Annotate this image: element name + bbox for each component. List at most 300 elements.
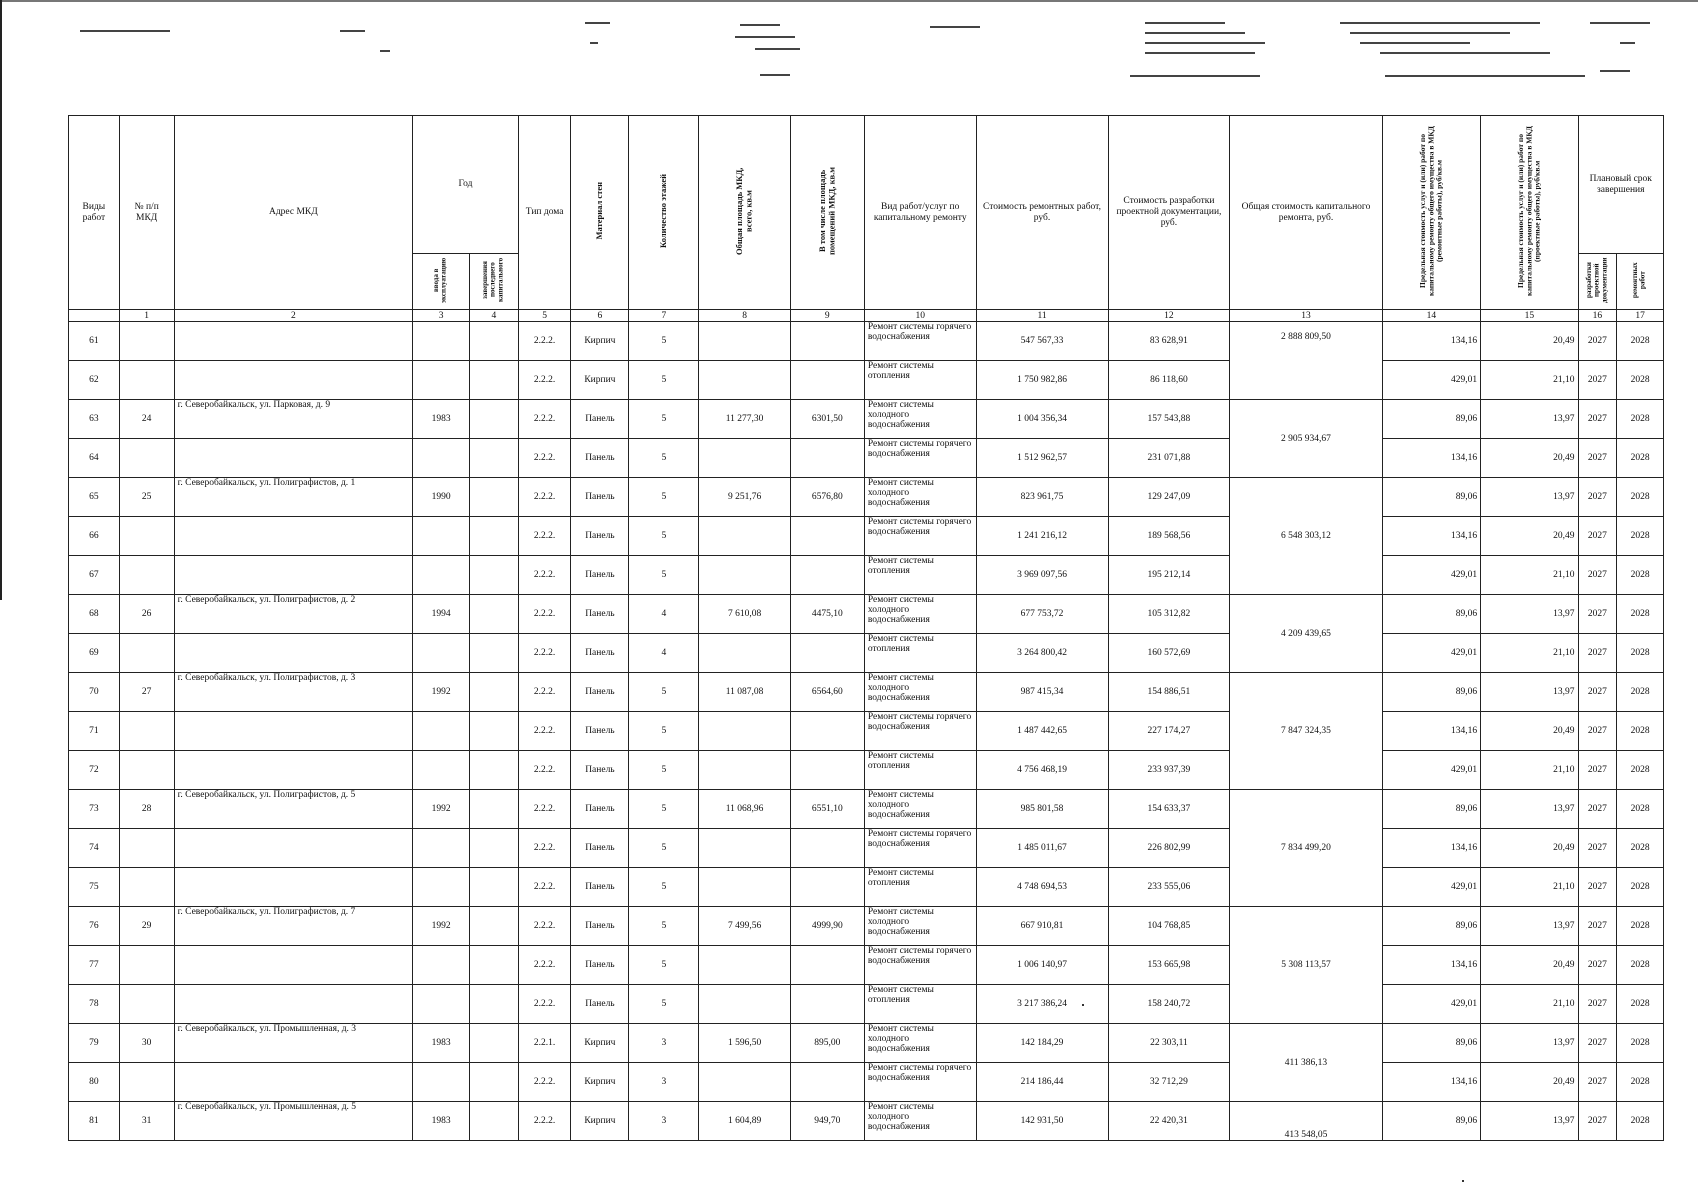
- row-number: 74: [69, 829, 120, 868]
- limit-cost-repair: 134,16: [1382, 946, 1480, 985]
- year-last-repair: [469, 517, 518, 556]
- mkd-number: [119, 712, 174, 751]
- work-kind: Ремонт системы отопления: [864, 556, 976, 595]
- mkd-number: 27: [119, 673, 174, 712]
- repair-works-year: 2028: [1617, 1102, 1664, 1141]
- limit-cost-project: 21,10: [1481, 751, 1578, 790]
- year-last-repair: [469, 712, 518, 751]
- limit-cost-project: 13,97: [1481, 673, 1578, 712]
- project-cost: 233 937,39: [1108, 751, 1230, 790]
- table-row: [69, 1063, 1664, 1102]
- col-number: 15: [1481, 310, 1578, 322]
- address: [174, 439, 413, 478]
- mkd-number: [119, 868, 174, 907]
- limit-cost-repair: 89,06: [1382, 595, 1480, 634]
- limit-cost-repair: 134,16: [1382, 322, 1480, 361]
- repair-cost: 987 415,34: [976, 673, 1108, 712]
- row-number: 63: [69, 400, 120, 439]
- premises-area: 895,00: [790, 1024, 864, 1063]
- floors: 3: [629, 1063, 699, 1102]
- year-last-repair: [469, 634, 518, 673]
- repair-works-year: 2028: [1617, 712, 1664, 751]
- work-kind: Ремонт системы отопления: [864, 634, 976, 673]
- repair-cost: 823 961,75: [976, 478, 1108, 517]
- wall-material: Панель: [571, 439, 629, 478]
- header-year-commissioning: ввода в эксплуатацию: [432, 256, 449, 303]
- year-commissioning: [413, 556, 470, 595]
- house-type: 2.2.2.: [518, 751, 571, 790]
- repair-cost: 4 756 468,19: [976, 751, 1108, 790]
- col-number: 4: [469, 310, 518, 322]
- house-type: 2.2.2.: [518, 829, 571, 868]
- premises-area: [790, 751, 864, 790]
- project-cost: 83 628,91: [1108, 322, 1230, 361]
- repair-works-year: 2028: [1617, 790, 1664, 829]
- premises-area: 949,70: [790, 1102, 864, 1141]
- total-cost: 2 905 934,67: [1230, 400, 1382, 478]
- header-address: Адрес МКД: [174, 116, 413, 310]
- limit-cost-project: 13,97: [1481, 595, 1578, 634]
- floors: 5: [629, 751, 699, 790]
- table-row: [69, 712, 1664, 751]
- row-number: 66: [69, 517, 120, 556]
- table-row: [69, 1024, 1664, 1063]
- row-number: 81: [69, 1102, 120, 1141]
- year-commissioning: 1983: [413, 400, 470, 439]
- col-number: 5: [518, 310, 571, 322]
- table-row: [69, 439, 1664, 478]
- limit-cost-repair: 429,01: [1382, 985, 1480, 1024]
- premises-area: [790, 361, 864, 400]
- work-kind: Ремонт системы горячего водоснабжения: [864, 946, 976, 985]
- year-last-repair: [469, 790, 518, 829]
- house-type: 2.2.2.: [518, 322, 571, 361]
- address: [174, 985, 413, 1024]
- floors: 5: [629, 907, 699, 946]
- capital-repair-register-table: [68, 115, 1664, 1141]
- wall-material: Кирпич: [571, 1063, 629, 1102]
- total-area: [699, 361, 790, 400]
- year-last-repair: [469, 751, 518, 790]
- premises-area: [790, 985, 864, 1024]
- project-docs-year: 2027: [1578, 556, 1617, 595]
- repair-cost: 1 241 216,12: [976, 517, 1108, 556]
- premises-area: 6301,50: [790, 400, 864, 439]
- row-number: 76: [69, 907, 120, 946]
- floors: 4: [629, 634, 699, 673]
- row-number: 67: [69, 556, 120, 595]
- repair-works-year: 2028: [1617, 322, 1664, 361]
- repair-works-year: 2028: [1617, 751, 1664, 790]
- year-commissioning: [413, 634, 470, 673]
- total-area: [699, 556, 790, 595]
- scan-speck: [1462, 1180, 1464, 1182]
- project-docs-year: 2027: [1578, 1024, 1617, 1063]
- project-cost: 154 886,51: [1108, 673, 1230, 712]
- premises-area: [790, 634, 864, 673]
- table-row: [69, 790, 1664, 829]
- total-area: [699, 322, 790, 361]
- total-area: 9 251,76: [699, 478, 790, 517]
- address: [174, 751, 413, 790]
- table-row: [69, 361, 1664, 400]
- limit-cost-repair: 134,16: [1382, 829, 1480, 868]
- header-premises-area: В том числе площадь помещений МКД, кв.м: [816, 166, 837, 255]
- house-type: 2.2.2.: [518, 439, 571, 478]
- address: г. Северобайкальск, ул. Полиграфистов, д. 1: [174, 478, 413, 517]
- total-cost: 411 386,13: [1230, 1024, 1382, 1102]
- row-number: 71: [69, 712, 120, 751]
- repair-cost: 4 748 694,53: [976, 868, 1108, 907]
- project-docs-year: 2027: [1578, 478, 1617, 517]
- year-commissioning: [413, 439, 470, 478]
- header-row: [69, 116, 1664, 254]
- work-kind: Ремонт системы горячего водоснабжения: [864, 829, 976, 868]
- row-number: 70: [69, 673, 120, 712]
- repair-cost: 1 485 011,67: [976, 829, 1108, 868]
- premises-area: [790, 517, 864, 556]
- mkd-number: [119, 1063, 174, 1102]
- floors: 4: [629, 595, 699, 634]
- project-docs-year: 2027: [1578, 985, 1617, 1024]
- premises-area: [790, 946, 864, 985]
- mkd-number: [119, 829, 174, 868]
- project-cost: 129 247,09: [1108, 478, 1230, 517]
- header-floors: Количество этажей: [658, 173, 669, 248]
- premises-area: [790, 829, 864, 868]
- address: г. Северобайкальск, ул. Полиграфистов, д. 2: [174, 595, 413, 634]
- project-cost: 226 802,99: [1108, 829, 1230, 868]
- row-number: 72: [69, 751, 120, 790]
- house-type: 2.2.2.: [518, 361, 571, 400]
- floors: 5: [629, 790, 699, 829]
- repair-works-year: 2028: [1617, 595, 1664, 634]
- house-type: 2.2.2.: [518, 868, 571, 907]
- header-work-kind: Вид работ/услуг по капитальному ремонту: [864, 116, 976, 310]
- header-planned-deadline: Плановый срок завершения: [1578, 116, 1663, 254]
- limit-cost-repair: 89,06: [1382, 673, 1480, 712]
- premises-area: 6564,60: [790, 673, 864, 712]
- project-docs-year: 2027: [1578, 907, 1617, 946]
- project-cost: 160 572,69: [1108, 634, 1230, 673]
- house-type: 2.2.2.: [518, 517, 571, 556]
- table-row: [69, 868, 1664, 907]
- year-commissioning: [413, 712, 470, 751]
- work-kind: Ремонт системы холодного водоснабжения: [864, 907, 976, 946]
- year-last-repair: [469, 478, 518, 517]
- premises-area: [790, 439, 864, 478]
- limit-cost-project: 20,49: [1481, 712, 1578, 751]
- year-last-repair: [469, 1063, 518, 1102]
- table-row: [69, 556, 1664, 595]
- address: [174, 556, 413, 595]
- work-kind: Ремонт системы холодного водоснабжения: [864, 400, 976, 439]
- mkd-number: [119, 439, 174, 478]
- header-year-last-repair: завершения последнего капитального: [481, 257, 505, 302]
- repair-cost: 3 217 386,24: [976, 985, 1108, 1024]
- work-kind: Ремонт системы горячего водоснабжения: [864, 322, 976, 361]
- address: [174, 517, 413, 556]
- table-body: [69, 322, 1664, 1141]
- year-commissioning: [413, 985, 470, 1024]
- repair-works-year: 2028: [1617, 478, 1664, 517]
- col-number: 2: [174, 310, 413, 322]
- wall-material: Панель: [571, 517, 629, 556]
- floors: 5: [629, 868, 699, 907]
- floors: 5: [629, 361, 699, 400]
- repair-cost: 985 801,58: [976, 790, 1108, 829]
- work-kind: Ремонт системы горячего водоснабжения: [864, 517, 976, 556]
- premises-area: [790, 712, 864, 751]
- limit-cost-project: 13,97: [1481, 478, 1578, 517]
- repair-works-year: 2028: [1617, 673, 1664, 712]
- scan-speck: [1082, 1004, 1084, 1006]
- wall-material: Панель: [571, 478, 629, 517]
- year-commissioning: 1992: [413, 907, 470, 946]
- limit-cost-project: 20,49: [1481, 946, 1578, 985]
- work-kind: Ремонт системы горячего водоснабжения: [864, 1063, 976, 1102]
- project-docs-year: 2027: [1578, 673, 1617, 712]
- col-number: 9: [790, 310, 864, 322]
- wall-material: Панель: [571, 907, 629, 946]
- floors: 5: [629, 946, 699, 985]
- premises-area: [790, 322, 864, 361]
- total-area: [699, 712, 790, 751]
- floors: 5: [629, 556, 699, 595]
- repair-cost: 142 184,29: [976, 1024, 1108, 1063]
- house-type: 2.2.2.: [518, 790, 571, 829]
- premises-area: 4999,90: [790, 907, 864, 946]
- address: г. Северобайкальск, ул. Полиграфистов, д. 5: [174, 790, 413, 829]
- mkd-number: 29: [119, 907, 174, 946]
- limit-cost-repair: 89,06: [1382, 790, 1480, 829]
- year-commissioning: 1983: [413, 1024, 470, 1063]
- work-kind: Ремонт системы холодного водоснабжения: [864, 673, 976, 712]
- limit-cost-project: 21,10: [1481, 556, 1578, 595]
- address: г. Северобайкальск, ул. Промышленная, д. 5: [174, 1102, 413, 1141]
- wall-material: Кирпич: [571, 361, 629, 400]
- limit-cost-project: 20,49: [1481, 829, 1578, 868]
- limit-cost-project: 21,10: [1481, 634, 1578, 673]
- premises-area: [790, 868, 864, 907]
- table-row: [69, 634, 1664, 673]
- repair-cost: 3 969 097,56: [976, 556, 1108, 595]
- limit-cost-repair: 134,16: [1382, 712, 1480, 751]
- project-cost: 158 240,72: [1108, 985, 1230, 1024]
- project-docs-year: 2027: [1578, 439, 1617, 478]
- address: [174, 829, 413, 868]
- premises-area: 6576,80: [790, 478, 864, 517]
- work-kind: Ремонт системы холодного водоснабжения: [864, 478, 976, 517]
- row-number: 79: [69, 1024, 120, 1063]
- total-cost: 413 548,05: [1230, 1102, 1382, 1141]
- limit-cost-repair: 89,06: [1382, 1024, 1480, 1063]
- col-number: 10: [864, 310, 976, 322]
- repair-cost: 1 512 962,57: [976, 439, 1108, 478]
- wall-material: Панель: [571, 946, 629, 985]
- faded-header-text: [0, 0, 1698, 100]
- table-row: [69, 478, 1664, 517]
- premises-area: 4475,10: [790, 595, 864, 634]
- mkd-number: 25: [119, 478, 174, 517]
- repair-works-year: 2028: [1617, 907, 1664, 946]
- work-kind: Ремонт системы горячего водоснабжения: [864, 712, 976, 751]
- address: г. Северобайкальск, ул. Парковая, д. 9: [174, 400, 413, 439]
- limit-cost-repair: 89,06: [1382, 478, 1480, 517]
- col-number: 8: [699, 310, 790, 322]
- repair-works-year: 2028: [1617, 439, 1664, 478]
- repair-cost: 667 910,81: [976, 907, 1108, 946]
- work-kind: Ремонт системы отопления: [864, 985, 976, 1024]
- total-cost: 2 888 809,50: [1230, 322, 1382, 400]
- limit-cost-project: 20,49: [1481, 322, 1578, 361]
- floors: 5: [629, 400, 699, 439]
- project-docs-year: 2027: [1578, 400, 1617, 439]
- repair-cost: 547 567,33: [976, 322, 1108, 361]
- wall-material: Кирпич: [571, 1024, 629, 1063]
- house-type: 2.2.2.: [518, 712, 571, 751]
- year-last-repair: [469, 556, 518, 595]
- row-number: 64: [69, 439, 120, 478]
- address: [174, 1063, 413, 1102]
- project-cost: 22 303,11: [1108, 1024, 1230, 1063]
- mkd-number: 31: [119, 1102, 174, 1141]
- limit-cost-project: 13,97: [1481, 1102, 1578, 1141]
- total-area: 11 087,08: [699, 673, 790, 712]
- col-number: 14: [1382, 310, 1480, 322]
- year-commissioning: 1994: [413, 595, 470, 634]
- year-commissioning: [413, 517, 470, 556]
- limit-cost-repair: 134,16: [1382, 1063, 1480, 1102]
- wall-material: Панель: [571, 673, 629, 712]
- total-cost: 6 548 303,12: [1230, 478, 1382, 595]
- mkd-number: [119, 946, 174, 985]
- floors: 5: [629, 673, 699, 712]
- col-number: 16: [1578, 310, 1617, 322]
- year-last-repair: [469, 985, 518, 1024]
- table-row: [69, 673, 1664, 712]
- year-commissioning: [413, 868, 470, 907]
- row-number: 68: [69, 595, 120, 634]
- floors: 5: [629, 478, 699, 517]
- header-project-cost: Стоимость разработки проектной документации, руб.: [1108, 116, 1230, 310]
- year-last-repair: [469, 946, 518, 985]
- premises-area: [790, 556, 864, 595]
- header-work-types: Виды работ: [69, 116, 120, 310]
- address: [174, 634, 413, 673]
- repair-works-year: 2028: [1617, 985, 1664, 1024]
- header-limit-cost-repair: Предельная стоимость услуг и (или) работ по капитальному ремонту общего имущества в МКД (ремонтные работы), руб/кв.м: [1417, 125, 1444, 296]
- project-docs-year: 2027: [1578, 829, 1617, 868]
- limit-cost-project: 13,97: [1481, 400, 1578, 439]
- wall-material: Панель: [571, 400, 629, 439]
- project-cost: 105 312,82: [1108, 595, 1230, 634]
- wall-material: Панель: [571, 751, 629, 790]
- repair-cost: 1 006 140,97: [976, 946, 1108, 985]
- house-type: 2.2.2.: [518, 907, 571, 946]
- header-wall-material: Материал стен: [594, 181, 605, 240]
- work-kind: Ремонт системы холодного водоснабжения: [864, 1102, 976, 1141]
- repair-works-year: 2028: [1617, 1063, 1664, 1102]
- house-type: 2.2.2.: [518, 634, 571, 673]
- project-cost: 227 174,27: [1108, 712, 1230, 751]
- address: г. Северобайкальск, ул. Полиграфистов, д. 3: [174, 673, 413, 712]
- table-row: [69, 751, 1664, 790]
- table-row: [69, 946, 1664, 985]
- mkd-number: 24: [119, 400, 174, 439]
- total-area: [699, 439, 790, 478]
- project-docs-year: 2027: [1578, 790, 1617, 829]
- row-number: 77: [69, 946, 120, 985]
- work-kind: Ремонт системы горячего водоснабжения: [864, 439, 976, 478]
- address: г. Северобайкальск, ул. Промышленная, д. 3: [174, 1024, 413, 1063]
- total-area: 11 277,30: [699, 400, 790, 439]
- limit-cost-project: 20,49: [1481, 439, 1578, 478]
- col-number: 7: [629, 310, 699, 322]
- row-number: 75: [69, 868, 120, 907]
- wall-material: Кирпич: [571, 1102, 629, 1141]
- row-number: 69: [69, 634, 120, 673]
- floors: 5: [629, 985, 699, 1024]
- year-last-repair: [469, 1102, 518, 1141]
- table-row: [69, 595, 1664, 634]
- project-cost: 189 568,56: [1108, 517, 1230, 556]
- repair-cost: 142 931,50: [976, 1102, 1108, 1141]
- total-area: 7 499,56: [699, 907, 790, 946]
- repair-works-year: 2028: [1617, 400, 1664, 439]
- house-type: 2.2.2.: [518, 595, 571, 634]
- col-number: 1: [119, 310, 174, 322]
- project-cost: 104 768,85: [1108, 907, 1230, 946]
- header-mkd-number: № п/п МКД: [119, 116, 174, 310]
- year-commissioning: [413, 751, 470, 790]
- repair-works-year: 2028: [1617, 517, 1664, 556]
- floors: 5: [629, 517, 699, 556]
- col-number: 6: [571, 310, 629, 322]
- total-area: 11 068,96: [699, 790, 790, 829]
- limit-cost-project: 21,10: [1481, 361, 1578, 400]
- wall-material: Панель: [571, 790, 629, 829]
- wall-material: Кирпич: [571, 322, 629, 361]
- repair-works-year: 2028: [1617, 361, 1664, 400]
- mkd-number: [119, 751, 174, 790]
- project-cost: 86 118,60: [1108, 361, 1230, 400]
- year-last-repair: [469, 907, 518, 946]
- mkd-number: 26: [119, 595, 174, 634]
- project-docs-year: 2027: [1578, 751, 1617, 790]
- floors: 5: [629, 712, 699, 751]
- mkd-number: [119, 556, 174, 595]
- year-last-repair: [469, 322, 518, 361]
- year-commissioning: [413, 361, 470, 400]
- repair-cost: 1 487 442,65: [976, 712, 1108, 751]
- address: [174, 868, 413, 907]
- work-kind: Ремонт системы холодного водоснабжения: [864, 790, 976, 829]
- year-commissioning: 1992: [413, 673, 470, 712]
- total-area: [699, 751, 790, 790]
- col-number: 13: [1230, 310, 1382, 322]
- total-area: [699, 868, 790, 907]
- work-kind: Ремонт системы холодного водоснабжения: [864, 595, 976, 634]
- work-kind: Ремонт системы отопления: [864, 751, 976, 790]
- address: [174, 322, 413, 361]
- year-commissioning: [413, 829, 470, 868]
- floors: 3: [629, 1102, 699, 1141]
- project-cost: 154 633,37: [1108, 790, 1230, 829]
- floors: 5: [629, 439, 699, 478]
- repair-works-year: 2028: [1617, 634, 1664, 673]
- project-docs-year: 2027: [1578, 595, 1617, 634]
